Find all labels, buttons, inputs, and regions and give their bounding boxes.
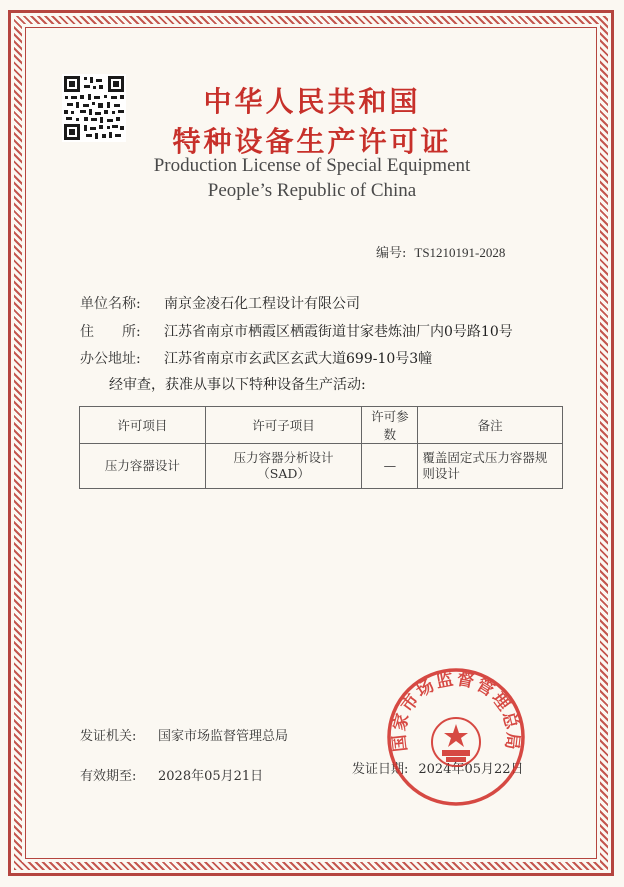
office-address-value: 江苏省南京市玄武区玄武大道699-10号3幢 xyxy=(164,351,433,367)
cell-subitem-line2: （SAD） xyxy=(257,466,310,481)
cell-item: 压力容器设计 xyxy=(80,444,206,489)
license-number xyxy=(376,242,505,261)
cell-subitem xyxy=(205,444,362,489)
office-address-field xyxy=(80,348,432,368)
expiry-value: 2028年05月21日 xyxy=(158,769,264,784)
official-seal-icon xyxy=(385,666,527,808)
issue-date-label: 发证日期: xyxy=(352,762,409,777)
expiry-label: 有效期至: xyxy=(80,769,137,784)
issue-date-value: 2024年05月22日 xyxy=(418,762,524,777)
title-en-country: People’s Republic of China xyxy=(207,180,417,201)
title-cn-country: 中华人民共和国 xyxy=(203,85,421,118)
national-emblem-icon xyxy=(432,718,480,766)
unit-name-value: 南京金凌石化工程设计有限公司 xyxy=(164,296,360,312)
issuer-label: 发证机关: xyxy=(80,729,137,744)
address-field xyxy=(80,321,513,341)
issuer-value: 国家市场监督管理总局 xyxy=(158,729,289,744)
cell-note: 覆盖固定式压力容器规则设计 xyxy=(418,444,563,489)
permit-table-header xyxy=(80,407,563,444)
issuer-field xyxy=(80,725,288,744)
header-param: 许可参数 xyxy=(362,407,418,444)
license-number-label: 编号: xyxy=(376,246,407,261)
office-address-label: 办公地址: xyxy=(80,351,141,367)
expiry-field xyxy=(80,765,263,784)
cell-param: — xyxy=(362,444,418,489)
unit-name-field xyxy=(80,293,360,313)
address-value: 江苏省南京市栖霞区栖霞街道甘家巷炼油厂内0号路10号 xyxy=(164,324,513,340)
address-label: 住 所: xyxy=(80,324,141,340)
cell-subitem-line1: 压力容器分析设计 xyxy=(233,450,334,465)
license-number-value: TS1210191-2028 xyxy=(414,245,506,260)
approval-statement: 经审查，获准从事以下特种设备生产活动: xyxy=(109,377,366,393)
title-en-license: Production License of Special Equipment xyxy=(153,155,471,176)
table-row xyxy=(80,444,563,489)
header-note: 备注 xyxy=(418,407,563,444)
header-subitem: 许可子项目 xyxy=(205,407,362,444)
header-item: 许可项目 xyxy=(80,407,206,444)
title-cn-license: 特种设备生产许可证 xyxy=(172,125,452,158)
unit-name-label: 单位名称: xyxy=(80,296,141,312)
permit-table xyxy=(79,406,563,489)
svg-text:国家市场监督管理总局: 国家市场监督管理总局 xyxy=(389,669,523,753)
